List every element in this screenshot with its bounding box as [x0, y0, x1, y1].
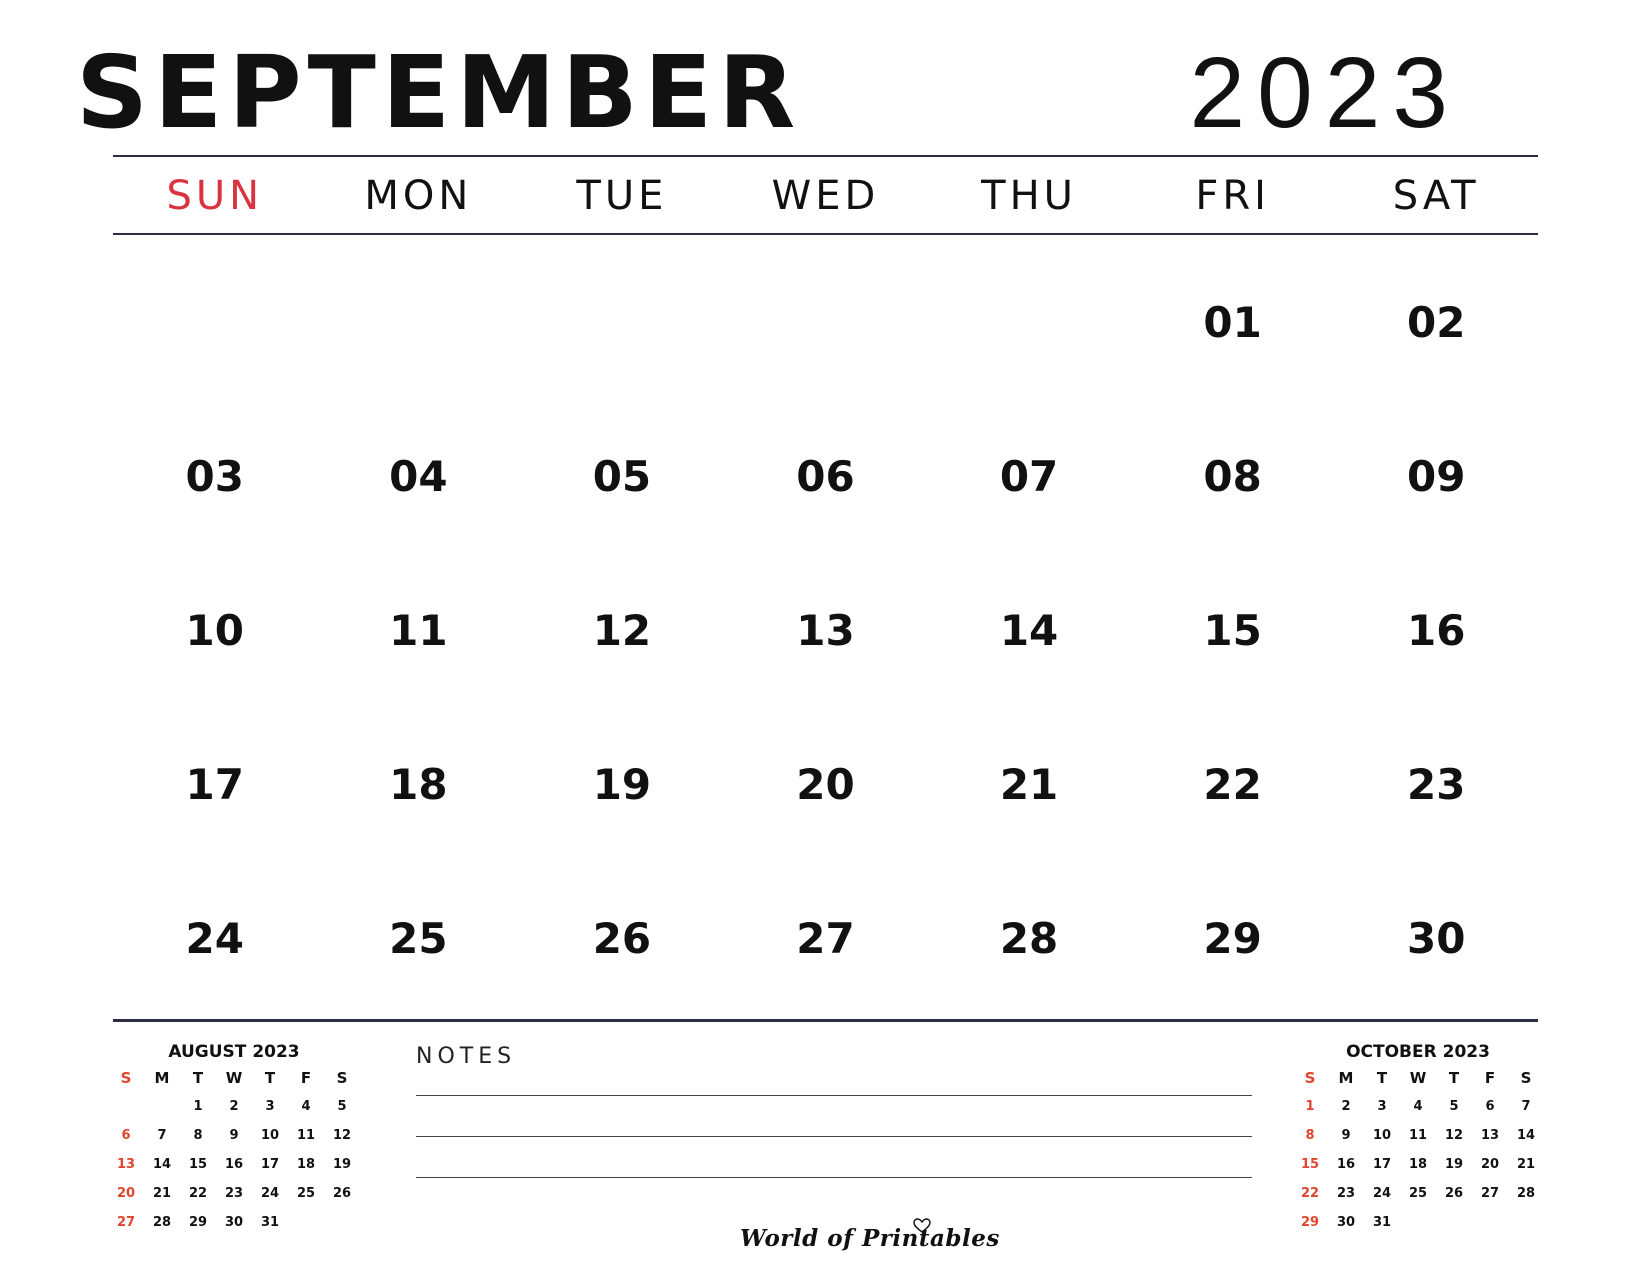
mini-day-cell: 26	[332, 1186, 352, 1201]
mini-day-cell: 7	[1521, 1099, 1531, 1114]
mini-weekday: S	[336, 1069, 348, 1087]
day-cell: 11	[389, 605, 448, 655]
day-cell: 22	[1203, 759, 1262, 809]
mini-day-cell: 22	[188, 1186, 208, 1201]
mini-weekday: M	[1338, 1069, 1354, 1087]
mini-day-cell: 18	[1408, 1157, 1428, 1172]
top-divider	[113, 155, 1538, 157]
mini-day-cell: 29	[188, 1215, 208, 1230]
mini-day-cell: 11	[296, 1128, 316, 1143]
mini-weekday: T	[192, 1069, 204, 1087]
mini-day-cell: 25	[1408, 1186, 1428, 1201]
mini-day-cell: 9	[1341, 1128, 1351, 1143]
mini-day-cell: 1	[193, 1099, 203, 1114]
mini-day-cell: 4	[301, 1099, 311, 1114]
mini-empty-cell	[1400, 1208, 1436, 1237]
mini-day-cell: 25	[296, 1186, 316, 1201]
day-cell: 16	[1406, 605, 1466, 655]
day-cell: 07	[999, 451, 1059, 501]
mini-day-cell: 30	[224, 1215, 244, 1230]
mini-weekday: S	[1304, 1069, 1316, 1087]
day-cell: 04	[389, 451, 448, 501]
mini-weekday: T	[1448, 1069, 1460, 1087]
mini-day-cell: 16	[1336, 1157, 1356, 1172]
mini-day-cell: 30	[1336, 1215, 1356, 1230]
mini-day-cell: 28	[1516, 1186, 1536, 1201]
day-cell: 13	[796, 605, 855, 655]
mini-day-cell: 18	[296, 1157, 316, 1172]
day-cell: 30	[1406, 913, 1466, 963]
mini-day-cell: 24	[1372, 1186, 1392, 1201]
day-cell: 14	[999, 605, 1059, 655]
mini-empty-cell	[1472, 1208, 1508, 1237]
mini-day-cell: 2	[1341, 1099, 1351, 1114]
mini-day-cell: 31	[260, 1215, 280, 1230]
mini-empty-cell	[144, 1092, 180, 1121]
day-cell: 01	[1203, 297, 1262, 347]
mini-day-cell: 23	[1336, 1186, 1356, 1201]
mini-day-cell: 21	[1516, 1157, 1536, 1172]
mini-day-cell: 15	[1300, 1157, 1320, 1172]
mini-day-cell: 14	[1516, 1128, 1536, 1143]
mini-day-cell: 31	[1372, 1215, 1392, 1230]
mini-day-cell: 27	[1480, 1186, 1500, 1201]
mini-day-cell: 13	[1480, 1128, 1500, 1143]
month-day-grid	[113, 245, 1538, 1015]
mini-day-cell: 23	[224, 1186, 244, 1201]
mini-calendar-title: AUGUST 2023	[168, 1042, 300, 1062]
mini-calendar-grid	[1292, 1064, 1536, 1237]
mini-day-cell: 7	[157, 1128, 167, 1143]
mini-day-cell: 29	[1300, 1215, 1320, 1230]
mini-calendar-august	[108, 1040, 352, 1237]
brand-logo: World of Printables	[740, 1225, 1000, 1252]
day-cell: 03	[185, 451, 244, 501]
day-cell: 28	[999, 913, 1059, 963]
mini-weekday: W	[225, 1069, 243, 1087]
mini-day-cell: 27	[116, 1215, 136, 1230]
notes-label: NOTES	[416, 1044, 517, 1069]
mini-day-cell: 1	[1305, 1099, 1315, 1114]
weekday-sun: SUN	[166, 173, 264, 219]
day-cell: 10	[185, 605, 244, 655]
mini-day-cell: 3	[1377, 1099, 1387, 1114]
month-title: SEPTEMBER	[76, 34, 802, 151]
mini-weekday: F	[1484, 1069, 1496, 1087]
mini-day-cell: 19	[332, 1157, 352, 1172]
day-cell: 12	[592, 605, 652, 655]
day-cell: 15	[1203, 605, 1262, 655]
heart-icon	[913, 1218, 931, 1234]
mini-day-cell: 8	[1305, 1128, 1315, 1143]
mini-day-cell: 14	[152, 1157, 172, 1172]
weekday-mon: MON	[364, 173, 473, 219]
mini-empty-cell	[1508, 1208, 1544, 1237]
notes-line[interactable]	[416, 1095, 1252, 1096]
mini-day-cell: 11	[1408, 1128, 1428, 1143]
mini-day-cell: 6	[1485, 1099, 1495, 1114]
day-cell: 08	[1203, 451, 1262, 501]
bottom-divider	[113, 1019, 1538, 1022]
mini-day-cell: 10	[1372, 1128, 1392, 1143]
mini-day-cell: 20	[116, 1186, 136, 1201]
empty-day-cell	[317, 245, 521, 399]
day-cell: 05	[592, 451, 652, 501]
day-cell: 09	[1406, 451, 1466, 501]
mini-weekday: T	[1376, 1069, 1388, 1087]
notes-line[interactable]	[416, 1136, 1252, 1137]
weekday-thu: THU	[981, 173, 1077, 219]
mini-day-cell: 6	[121, 1128, 131, 1143]
day-cell: 06	[796, 451, 855, 501]
year-title: 2023	[1189, 37, 1460, 149]
day-cell: 17	[185, 759, 244, 809]
mini-day-cell: 21	[152, 1186, 172, 1201]
mini-day-cell: 9	[229, 1128, 239, 1143]
mini-day-cell: 4	[1413, 1099, 1423, 1114]
weekday-sat: SAT	[1392, 173, 1480, 219]
empty-day-cell	[724, 245, 928, 399]
day-cell: 19	[592, 759, 652, 809]
day-cell: 26	[592, 913, 652, 963]
mini-day-cell: 12	[1444, 1128, 1464, 1143]
mini-weekday: S	[1520, 1069, 1532, 1087]
mini-day-cell: 15	[188, 1157, 208, 1172]
mini-day-cell: 19	[1444, 1157, 1464, 1172]
mini-day-cell: 3	[265, 1099, 275, 1114]
weekday-tue: TUE	[576, 173, 668, 219]
day-cell: 18	[389, 759, 448, 809]
mini-empty-cell	[1436, 1208, 1472, 1237]
empty-day-cell	[113, 245, 317, 399]
mini-day-cell: 12	[332, 1128, 352, 1143]
day-cell: 21	[999, 759, 1059, 809]
day-cell: 20	[796, 759, 855, 809]
notes-line[interactable]	[416, 1177, 1252, 1178]
empty-day-cell	[927, 245, 1131, 399]
day-cell: 29	[1203, 913, 1262, 963]
mini-weekday: F	[300, 1069, 312, 1087]
mini-day-cell: 22	[1300, 1186, 1320, 1201]
mini-weekday: T	[264, 1069, 276, 1087]
mini-day-cell: 16	[224, 1157, 244, 1172]
mini-calendar-grid	[108, 1064, 352, 1237]
mini-weekday: S	[120, 1069, 132, 1087]
mini-weekday: W	[1409, 1069, 1427, 1087]
mini-calendar-october	[1292, 1040, 1536, 1237]
mini-day-cell: 24	[260, 1186, 280, 1201]
empty-day-cell	[520, 245, 724, 399]
mini-day-cell: 8	[193, 1128, 203, 1143]
weekday-header-row	[113, 162, 1538, 230]
day-cell: 27	[796, 913, 855, 963]
weekday-fri: FRI	[1195, 173, 1270, 219]
mini-empty-cell	[288, 1208, 324, 1237]
mini-day-cell: 2	[229, 1099, 239, 1114]
mini-calendar-title: OCTOBER 2023	[1346, 1042, 1490, 1062]
mini-day-cell: 5	[1449, 1099, 1459, 1114]
mini-day-cell: 26	[1444, 1186, 1464, 1201]
weekday-wed: WED	[771, 173, 880, 219]
header-divider	[113, 233, 1538, 235]
day-cell: 23	[1406, 759, 1466, 809]
mini-empty-cell	[108, 1092, 144, 1121]
day-cell: 02	[1406, 297, 1466, 347]
mini-weekday: M	[154, 1069, 170, 1087]
mini-day-cell: 5	[337, 1099, 347, 1114]
mini-day-cell: 10	[260, 1128, 280, 1143]
mini-day-cell: 20	[1480, 1157, 1500, 1172]
mini-empty-cell	[324, 1208, 360, 1237]
mini-day-cell: 17	[1372, 1157, 1392, 1172]
mini-day-cell: 13	[116, 1157, 136, 1172]
day-cell: 25	[389, 913, 448, 963]
mini-day-cell: 28	[152, 1215, 172, 1230]
day-cell: 24	[185, 913, 244, 963]
mini-day-cell: 17	[260, 1157, 280, 1172]
